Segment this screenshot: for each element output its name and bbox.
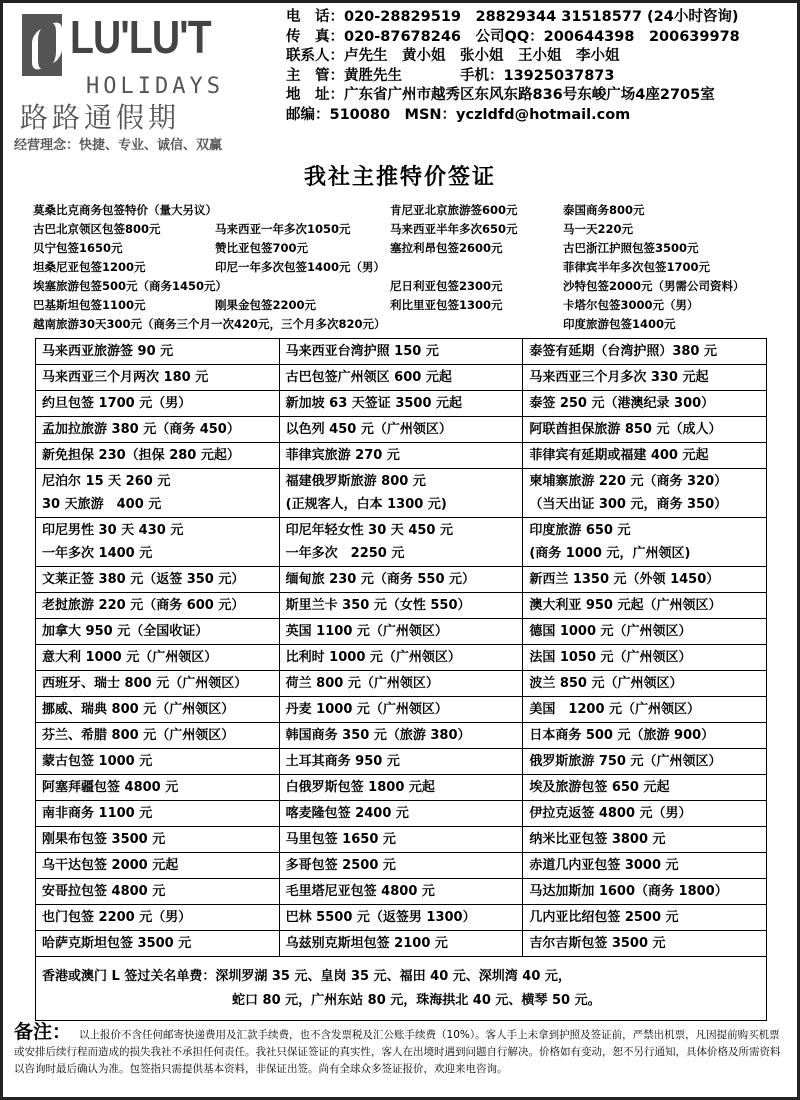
price-cell <box>279 827 523 853</box>
price-cell <box>523 391 767 417</box>
price-text: 马来西亚旅游签 90 元 <box>42 344 174 359</box>
price-text: 尼泊尔 15 天 260 元 <box>42 474 171 489</box>
price-text: 新加坡 63 天签证 3500 元起 <box>285 396 463 411</box>
price-text: 马达加斯加 1600（商务 1800） <box>529 884 728 899</box>
price-text: 阿联酋担保旅游 850 元（成人） <box>529 422 722 437</box>
price-cell <box>523 593 767 619</box>
price-cell <box>36 443 280 469</box>
promo-item: 古巴北京领区包签800元 <box>33 222 161 236</box>
price-cell <box>279 853 523 879</box>
price-cell <box>36 853 280 879</box>
logo-brand: LU'LU'T <box>70 11 211 63</box>
postcode-msn-line: 邮编：510080 MSN：yczldfd@hotmail.com <box>286 106 631 123</box>
price-text: 西班牙、瑞士 800 元（广州领区） <box>42 676 248 691</box>
price-cell <box>523 749 767 775</box>
price-text: 土耳其商务 950 元 <box>285 754 400 769</box>
price-cell <box>279 905 523 931</box>
price-cell <box>279 365 523 391</box>
price-text: 孟加拉旅游 380 元（商务 450） <box>42 422 240 437</box>
price-text: 马来西亚三个月两次 180 元 <box>42 370 209 385</box>
price-cell <box>523 801 767 827</box>
price-text: 毛里塔尼亚包签 4800 元 <box>285 884 435 899</box>
logo-mark-icon <box>22 14 62 76</box>
promo-item: 菲律宾半年多次包签1700元 <box>563 260 711 274</box>
price-cell <box>279 518 523 567</box>
price-text: 多哥包签 2500 元 <box>285 858 396 873</box>
price-cell <box>523 518 767 567</box>
price-cell <box>279 671 523 697</box>
price-text: 伊拉克返签 4800 元（男） <box>529 806 692 821</box>
price-text: 美国 1200 元（广州领区） <box>529 702 701 717</box>
price-cell <box>36 905 280 931</box>
price-cell <box>523 931 767 957</box>
price-text: 也门包签 2200 元（男） <box>42 910 192 925</box>
price-cell <box>36 801 280 827</box>
price-text: 乌兹别克斯坦包签 2100 元 <box>285 936 448 951</box>
table-row <box>36 391 767 417</box>
price-text: 德国 1000 元（广州领区） <box>529 624 692 639</box>
price-text: （当天出证 300 元，商务 350） <box>529 497 728 512</box>
table-row <box>36 339 767 365</box>
table-row <box>36 567 767 593</box>
company-motto: 经营理念：快捷、专业、诚信、双赢 <box>14 138 223 153</box>
table-row <box>36 619 767 645</box>
contacts-line: 联系人：卢先生 黄小姐 张小姐 王小姐 李小姐 <box>286 48 620 64</box>
price-text: 印度旅游 650 元 <box>529 523 631 538</box>
price-cell <box>279 567 523 593</box>
phone-line: 电 话：020-28829519 28829344 31518577 (24小时咨询) <box>286 9 739 25</box>
price-text: 菲律宾有延期或福建 400 元起 <box>529 448 709 463</box>
price-cell <box>279 619 523 645</box>
address-line: 地 址：广东省广州市越秀区东风东路836号东峻广场4座2705室 <box>286 87 715 103</box>
price-text: 马来西亚台湾护照 150 元 <box>285 344 439 359</box>
price-text: 阿塞拜疆包签 4800 元 <box>42 780 179 795</box>
table-row <box>36 931 767 957</box>
price-cell <box>279 469 523 518</box>
table-row <box>36 827 767 853</box>
price-text: 法国 1050 元（广州领区） <box>529 650 692 665</box>
promo-item: 坦桑尼亚包签1200元 <box>33 260 146 274</box>
price-text: 新西兰 1350 元（外领 1450） <box>529 572 720 587</box>
promo-item: 贝宁包签1650元 <box>33 241 123 255</box>
price-text: 喀麦隆包签 2400 元 <box>285 806 409 821</box>
table-row <box>36 853 767 879</box>
price-cell <box>279 723 523 749</box>
price-text: 挪威、瑞典 800 元（广州领区） <box>42 702 235 717</box>
price-cell <box>36 339 280 365</box>
promo-item: 刚果金包签2200元 <box>215 298 317 312</box>
table-row <box>36 365 767 391</box>
price-cell <box>279 749 523 775</box>
promo-item: 莫桑比克商务包签特价（量大另议） <box>33 203 217 217</box>
price-cell <box>36 671 280 697</box>
price-cell <box>36 723 280 749</box>
price-cell <box>279 443 523 469</box>
price-cell <box>36 775 280 801</box>
price-cell <box>523 697 767 723</box>
price-text: 南非商务 1100 元 <box>42 806 153 821</box>
price-text: 福建俄罗斯旅游 800 元 <box>285 474 426 489</box>
price-text: 一年多次 2250 元 <box>285 546 405 561</box>
hk-macau-fees <box>36 957 767 1021</box>
price-text: 荷兰 800 元（广州领区） <box>285 676 439 691</box>
promo-item: 泰国商务800元 <box>563 203 645 217</box>
price-cell <box>523 443 767 469</box>
promo-item: 越南旅游30天300元（商务三个月一次420元，三个月多次820元） <box>33 317 386 331</box>
price-cell <box>279 775 523 801</box>
price-cell <box>523 417 767 443</box>
price-text: 一年多次 1400 元 <box>42 546 153 561</box>
price-cell <box>279 801 523 827</box>
remarks-text: 以上报价不含任何邮寄快递费用及汇款手续费，也不含发票税及汇公账手续费（10%）。客人手上未拿到护照及签证前，严禁出机票，凡因提前购买机票或安排后续行程而造成的损失我社不承担任何责任。我社只保证签证的真实性，客人在出境时遇到问题自行解决。价格如有变动，恕不另行通知，具体价格及所需资料以咨询时最后确认为准。包签指只需提供基本资料，非保证出签。尚有全球众多签证报价，欢迎来电咨询。 <box>14 1029 781 1075</box>
price-text: 乌干达包签 2000 元起 <box>42 858 179 873</box>
price-text: 蒙古包签 1000 元 <box>42 754 153 769</box>
price-text: 马里包签 1650 元 <box>285 832 396 847</box>
price-text: 埃及旅游包签 650 元起 <box>529 780 670 795</box>
hk-fee-line-2: 蛇口 80 元，广州东站 80 元，珠海拱北 40 元、横琴 50 元。 <box>232 992 601 1008</box>
price-cell <box>279 593 523 619</box>
promo-item: 巴基斯坦包签1100元 <box>33 298 146 312</box>
price-text: 老挝旅游 220 元（商务 600 元） <box>42 598 245 613</box>
price-cell <box>523 905 767 931</box>
price-text: 俄罗斯旅游 750 元（广州领区） <box>529 754 722 769</box>
promo-item: 肯尼亚北京旅游签600元 <box>390 203 518 217</box>
section-title: 我社主推特价签证 <box>303 165 496 190</box>
price-cell <box>36 645 280 671</box>
price-text: 柬埔寨旅游 220 元（商务 320） <box>529 474 728 489</box>
price-text: 意大利 1000 元（广州领区） <box>42 650 218 665</box>
table-row <box>36 905 767 931</box>
price-text: 丹麦 1000 元（广州领区） <box>285 702 448 717</box>
contact-info <box>286 8 740 125</box>
price-text: 菲律宾旅游 270 元 <box>285 448 400 463</box>
table-row <box>36 671 767 697</box>
price-text: 几内亚比绍包签 2500 元 <box>529 910 679 925</box>
price-text: 缅甸旅 230 元（商务 550 元） <box>285 572 476 587</box>
promo-item: 沙特包签2000元（男需公司资料） <box>563 279 745 293</box>
fax-line: 传 真：020-87678246 公司QQ：200644398 200639978 <box>286 28 740 45</box>
price-text: 纳米比亚包签 3800 元 <box>529 832 666 847</box>
price-cell <box>279 339 523 365</box>
price-text: 韩国商务 350 元（旅游 380） <box>285 728 471 743</box>
price-cell <box>36 879 280 905</box>
price-cell <box>523 645 767 671</box>
table-row <box>36 775 767 801</box>
price-cell <box>36 827 280 853</box>
price-text: 巴林 5500 元（返签男 1300） <box>285 910 476 925</box>
price-text: 比利时 1000 元（广州领区） <box>285 650 461 665</box>
table-row <box>36 593 767 619</box>
table-row <box>36 518 767 567</box>
price-cell <box>36 697 280 723</box>
promo-item: 印尼一年多次包签1400元（男） <box>215 260 386 274</box>
price-text: 加拿大 950 元（全国收证） <box>42 624 209 639</box>
hk-fee-line-1: 香港或澳门 L 签过关名单费：深圳罗湖 35 元、皇岗 35 元、福田 40 元、深圳湾 40 元， <box>42 968 571 984</box>
logo-chinese-name: 路路通假期 <box>20 101 181 134</box>
price-cell <box>523 619 767 645</box>
manager-line: 主 管：黄胜先生 手机：13925037873 <box>286 67 615 84</box>
table-row <box>36 749 767 775</box>
price-cell <box>36 619 280 645</box>
price-text: 印尼男性 30 天 430 元 <box>42 523 184 538</box>
price-cell <box>36 518 280 567</box>
table-row <box>36 469 767 518</box>
price-text: 约旦包签 1700 元（男） <box>42 396 192 411</box>
price-text: 古巴包签广州领区 600 元起 <box>285 370 452 385</box>
price-cell <box>36 417 280 443</box>
price-text: 英国 1100 元（广州领区） <box>285 624 448 639</box>
promo-item: 尼日利亚包签2300元 <box>390 279 503 293</box>
table-row <box>36 417 767 443</box>
price-text: 文莱正签 380 元（返签 350 元） <box>42 572 245 587</box>
price-text: 赤道几内亚包签 3000 元 <box>529 858 679 873</box>
price-text: 哈萨克斯坦包签 3500 元 <box>42 936 192 951</box>
price-text: 斯里兰卡 350 元（女性 550） <box>285 598 471 613</box>
table-row-hk-macau <box>36 957 767 1021</box>
price-cell <box>523 469 767 518</box>
price-text: 以色列 450 元（广州领区） <box>285 422 452 437</box>
price-cell <box>279 391 523 417</box>
price-text: 新免担保 230（担保 280 元起） <box>42 448 240 463</box>
price-text: 日本商务 500 元（旅游 900） <box>529 728 715 743</box>
price-cell <box>523 775 767 801</box>
price-text: 泰签有延期（台湾护照）380 元 <box>529 344 717 359</box>
price-cell <box>523 567 767 593</box>
price-text: 芬兰、希腊 800 元（广州领区） <box>42 728 235 743</box>
price-cell <box>36 749 280 775</box>
price-text: 吉尔吉斯包签 3500 元 <box>529 936 666 951</box>
price-cell <box>36 391 280 417</box>
promo-item: 利比里亚包签1300元 <box>390 298 503 312</box>
price-cell <box>279 931 523 957</box>
promo-item: 古巴浙江护照包签3500元 <box>563 241 699 255</box>
price-cell <box>523 365 767 391</box>
price-cell <box>523 339 767 365</box>
promo-item: 塞拉利昂包签2600元 <box>390 241 503 255</box>
table-row <box>36 443 767 469</box>
price-cell <box>523 671 767 697</box>
promo-item: 埃塞旅游包签500元（商务1450元） <box>33 279 228 293</box>
company-logo <box>14 8 274 153</box>
table-row <box>36 697 767 723</box>
price-cell <box>523 827 767 853</box>
price-cell <box>523 723 767 749</box>
promo-item: 马一天220元 <box>563 222 634 236</box>
price-cell <box>279 645 523 671</box>
promo-item: 马来西亚一年多次1050元 <box>215 222 351 236</box>
price-cell <box>36 593 280 619</box>
visa-price-table <box>35 338 767 1021</box>
price-cell <box>279 879 523 905</box>
price-cell <box>36 567 280 593</box>
promo-item: 马来西亚半年多次650元 <box>390 222 518 236</box>
price-text: (正规客人，白本 1300 元) <box>285 497 447 512</box>
price-text: 泰签 250 元（港澳纪录 300） <box>529 396 715 411</box>
logo-subtitle: HOLIDAYS <box>86 74 224 99</box>
price-text: 刚果布包签 3500 元 <box>42 832 166 847</box>
promo-item: 印度旅游包签1400元 <box>563 317 676 331</box>
price-cell <box>523 853 767 879</box>
price-text: 30 天旅游 400 元 <box>42 497 162 512</box>
price-cell <box>279 697 523 723</box>
price-text: 澳大利亚 950 元起（广州领区） <box>529 598 722 613</box>
price-text: (商务 1000 元，广州领区) <box>529 546 691 561</box>
remarks <box>14 1017 790 1077</box>
price-text: 印尼年轻女性 30 天 450 元 <box>285 523 453 538</box>
promo-item: 卡塔尔包签3000元（男） <box>563 298 699 312</box>
price-cell <box>36 365 280 391</box>
price-text: 白俄罗斯包签 1800 元起 <box>285 780 435 795</box>
table-row <box>36 723 767 749</box>
price-text: 波兰 850 元（广州领区） <box>529 676 683 691</box>
price-cell <box>279 417 523 443</box>
price-cell <box>36 469 280 518</box>
promo-item: 赞比亚包签700元 <box>215 241 309 255</box>
price-cell <box>523 879 767 905</box>
remarks-label: 备注： <box>14 1021 72 1043</box>
table-row <box>36 801 767 827</box>
price-cell <box>36 931 280 957</box>
price-text: 安哥拉包签 4800 元 <box>42 884 166 899</box>
table-row <box>36 645 767 671</box>
price-text: 马来西亚三个月多次 330 元起 <box>529 370 709 385</box>
table-row <box>36 879 767 905</box>
